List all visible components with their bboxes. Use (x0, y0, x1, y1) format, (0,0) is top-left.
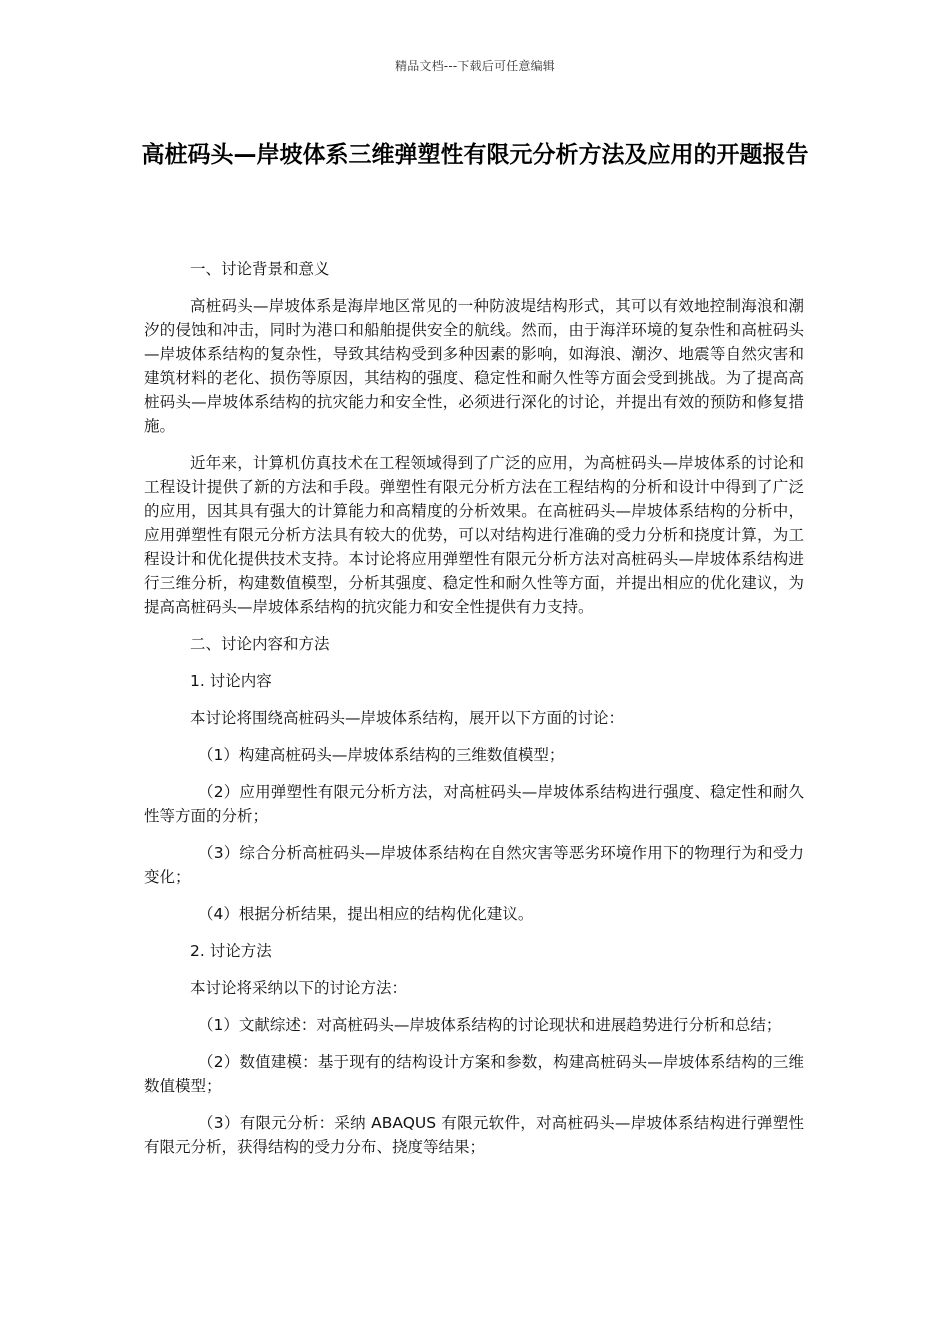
list-item: （3）综合分析高桩码头—岸坡体系结构在自然灾害等恶劣环境作用下的物理行为和受力变化； (144, 844, 804, 886)
list-item: （4）根据分析结果，提出相应的结构优化建议。 (198, 905, 534, 923)
paragraph: 本讨论将采纳以下的讨论方法： (190, 979, 408, 997)
list-item: （2）应用弹塑性有限元分析方法，对高桩码头—岸坡体系结构进行强度、稳定性和耐久性等方面的分析； (144, 783, 804, 825)
list-item: （3）有限元分析：采纳 ABAQUS 有限元软件，对高桩码头—岸坡体系结构进行弹塑性有限元分析，获得结构的受力分布、挠度等结果； (144, 1114, 804, 1156)
paragraph: 高桩码头—岸坡体系是海岸地区常见的一种防波堤结构形式，其可以有效地控制海浪和潮汐的侵蚀和冲击，同时为港口和船舶提供安全的航线。然而，由于海洋环境的复杂性和高桩码头—岸坡体系结构的复杂性，导致其结构受到多种因素的影响，如海浪、潮汐、地震等自然灾害和建筑材料的老化、损伤等原因，其结构的强度、稳定性和耐久性等方面会受到挑战。为了提高高桩码头—岸坡体系结构的抗灾能力和安全性，必须进行深化的讨论，并提出有效的预防和修复措施。 (144, 297, 804, 435)
list-item: （1）文献综述：对高桩码头—岸坡体系结构的讨论现状和进展趋势进行分析和总结； (198, 1016, 782, 1034)
section-heading: 一、讨论背景和意义 (190, 260, 330, 278)
list-item: （1）构建高桩码头—岸坡体系结构的三维数值模型； (198, 746, 565, 764)
subsection-heading: 2. 讨论方法 (190, 942, 272, 960)
document-title: 高桩码头—岸坡体系三维弹塑性有限元分析方法及应用的开题报告 (141, 142, 809, 168)
paragraph: 近年来，计算机仿真技术在工程领域得到了广泛的应用，为高桩码头—岸坡体系的讨论和工程设计提供了新的方法和手段。弹塑性有限元分析方法在工程结构的分析和设计中得到了广泛的应用，因其具有强大的计算能力和高精度的分析效果。在高桩码头—岸坡体系结构的分析中，应用弹塑性有限元分析方法具有较大的优势，可以对结构进行准确的受力分析和挠度计算，为工程设计和优化提供技术支持。本讨论将应用弹塑性有限元分析方法对高桩码头—岸坡体系结构进行三维分析，构建数值模型，分析其强度、稳定性和耐久性等方面，并提出相应的优化建议，为提高高桩码头—岸坡体系结构的抗灾能力和安全性提供有力支持。 (144, 454, 804, 616)
document-body (144, 257, 804, 1159)
section-heading: 二、讨论内容和方法 (190, 635, 330, 653)
header-note: 精品文档---下载后可任意编辑 (395, 59, 555, 73)
subsection-heading: 1. 讨论内容 (190, 672, 272, 690)
list-item: （2）数值建模：基于现有的结构设计方案和参数，构建高桩码头—岸坡体系结构的三维数值模型； (144, 1053, 804, 1095)
paragraph: 本讨论将围绕高桩码头—岸坡体系结构，展开以下方面的讨论： (190, 709, 625, 727)
